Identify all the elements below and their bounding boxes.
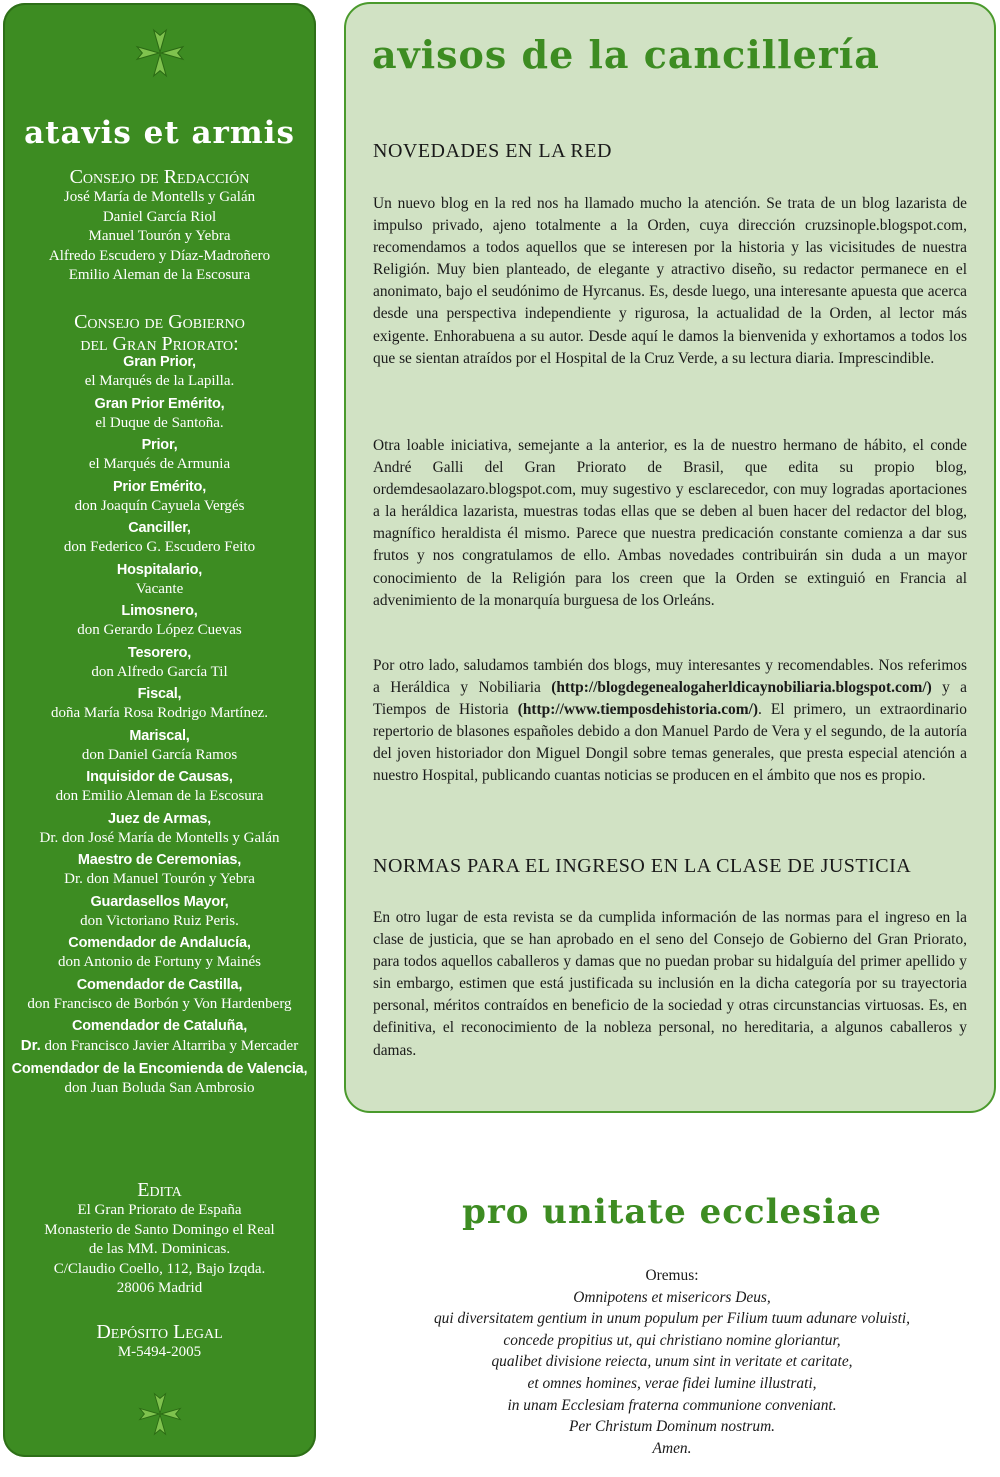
role-title: Comendador de Castilla, [76, 976, 243, 993]
role-holder [3, 1036, 316, 1057]
role-title: Guardasellos Mayor, [90, 893, 229, 910]
prayer-line: Amen. [652, 1439, 692, 1457]
role-holder-name: don Francisco Javier Altarriba y Mercader [40, 1038, 299, 1054]
cancilleria-panel [344, 2, 996, 1113]
paragraph-3 [373, 655, 967, 788]
paragraph-3-text: . El primero, un extraordinario repertorio de blasones españoles debido a don Manuel Pardo de Vera y el segundo, de la autoría del joven historiador don Miguel Dongil sobre temas generales, que presta especial atención a nuestro Hospital, publicando cuantas noticias se producen en el ámbito que nos es propio. [373, 701, 967, 785]
paragraph-4: En otro lugar de esta revista se da cumplida información de las normas para el ingreso en la clase de justicia, que se han aprobado en el seno del Consejo de Gobierno del Gran Priorato, para todos aquellos caballeros y damas que no puedan probar su hidalguía del primer apellido y sin embargo, estimen que está justificada su inclusión en la dicha categoría por su trayectoria personal, méritos contraídos en beneficio de la sociedad y otras circunstancias virtuosas. Es, en definitiva, el reconocimiento de la nobleza personal, no hereditaria, a algunos caballeros y damas. [373, 909, 967, 1059]
prayer-line: Omnipotens et misericors Deus, [573, 1288, 771, 1306]
prayer-line: qui diversitatem gentium in unum populum per Filium tuum adunare voluisti, [433, 1310, 911, 1328]
magazine-title: atavis et armis [24, 115, 295, 151]
prayer-intro: Oremus: [645, 1267, 699, 1284]
paragraph-2: Otra loable iniciativa, semejante a la anterior, es la de nuestro hermano de hábito, el conde André Galli del Gran Priorato de Brasil, que edita su propio blog, ordemdesaolazaro.blogspot.com, muy sugestivo y esclarecedor, con muy logradas aportaciones a la heráldica lazarista, muestras todas ellas que se deben al buen hacer del redactor del blog, magnífico heraldista él mismo. Parece que nuestra predicación constante comienza a dar sus frutos y nos congratulamos de ello. Ambas novedades contribuirán sin duda a un mayor conocimiento de la Religión para los creen que la Orden se extinguió en Francia al advenimiento de la monarquía burguesa de los Orleáns. [373, 437, 967, 609]
role-holder: don Emilio Aleman de la Escosura [55, 788, 264, 804]
role-holder: don Antonio de Fortuny y Mainés [58, 954, 261, 970]
role-holder: don Gerardo López Cuevas [77, 622, 242, 638]
role-holder-prefix: Dr. [20, 1037, 41, 1054]
prayer-line: et omnes homines, verae fidei lumine illustrati, [527, 1374, 817, 1392]
masthead-sidebar [3, 3, 316, 1457]
role-title: Fiscal, [137, 686, 182, 702]
edita-heading: Edita [137, 1179, 182, 1201]
prayer-line: qualibet divisione reiecta, unum sint in veritate et caritate, [491, 1353, 853, 1371]
role-holder: don Joaquín Cayuela Vergés [74, 497, 245, 514]
role-holder: Vacante [135, 580, 184, 597]
prayer-line: Per Christum Dominum nostrum. [568, 1418, 776, 1436]
deposito-heading: Depósito Legal [96, 1321, 223, 1343]
edita-line: Monasterio de Santo Domingo el Real [44, 1221, 275, 1238]
edita-line: de las MM. Dominicas. [88, 1241, 231, 1257]
green-cross-icon [137, 1391, 183, 1437]
edita-block [3, 1179, 316, 1299]
prayer-text [344, 1265, 1000, 1459]
redaccion-member: Emilio Aleman de la Escosura [68, 267, 251, 283]
deposito-legal-block [3, 1321, 316, 1363]
role-holder: Dr. don Manuel Tourón y Yebra [64, 871, 255, 887]
role-title: Canciller, [128, 520, 191, 536]
role-holder: el Marqués de la Lapilla. [84, 373, 235, 389]
panel-title: avisos de la cancillería [372, 32, 880, 77]
role-title: Juez de Armas, [107, 810, 212, 827]
redaccion-member: Alfredo Escudero y Díaz-Madroñero [48, 247, 271, 264]
role-holder: el Marqués de Armunia [88, 456, 231, 472]
role-title: Gran Prior Emérito, [94, 395, 225, 412]
redaccion-member: José María de Montells y Galán [63, 189, 256, 205]
role-holder: don Juan Boluda San Ambrosio [64, 1079, 255, 1096]
section-heading-normas: NORMAS PARA EL INGRESO EN LA CLASE DE JUSTICIA [373, 855, 912, 877]
role-title: Comendador de Andalucía, [68, 935, 251, 951]
gobierno-heading: Consejo de Gobierno [74, 311, 245, 333]
role-title: Mariscal, [129, 727, 190, 744]
section-heading-novedades: NOVEDADES EN LA RED [373, 140, 612, 162]
redaccion-member: Daniel García Riol [102, 208, 217, 225]
green-cross-icon [134, 27, 186, 79]
role-holder: el Duque de Santoña. [95, 414, 224, 431]
role-holder: don Daniel García Ramos [81, 746, 238, 763]
gobierno-heading-2: del Gran Priorato: [80, 333, 239, 355]
role-title: Comendador de la Encomienda de Valencia, [11, 1060, 308, 1077]
role-title: Limosnero, [121, 603, 198, 619]
role-title: Prior Emérito, [112, 478, 207, 495]
paragraph-1: Un nuevo blog en la red nos ha llamado mucho la atención. Se trata de un blog lazarista de impulso privado, ajeno totalmente a la Orden, cuya dirección cruzsinople.blogspot.com, recomendamos a todos aquellos que se interesen por la historia y las vicisitudes de nuestra Religión. Muy bien planteado, de elegante y atractivo diseño, su redactor permanece en el anonimato, bajo el seudónimo de Hyrcanus. Es, desde luego, una interesante apuesta que acerca desde una perspectiva independiente y rigurosa, la actualidad de la Orden, al lector más exigente. Enhorabuena a su autor. Desde aquí le damos la bienvenida y exhortamos a todos los que se sientan atraídos por el Hospital de la Cruz Verde, a su lectura diaria. Imprescindible. [373, 195, 967, 367]
redaccion-member: Manuel Tourón y Yebra [88, 228, 231, 244]
role-title: Hospitalario, [116, 561, 203, 578]
role-holder: don Victoriano Ruiz Peris. [80, 912, 239, 929]
role-title: Gran Prior, [123, 354, 196, 370]
paragraph-3-text: Por otro lado, saludamos también dos blogs, muy interesantes y recomendables. Nos referimos a Heráldica y Nobiliaria [373, 657, 967, 697]
consejo-redaccion [3, 166, 316, 286]
role-holder: don Francisco de Borbón y Von Hardenberg [27, 995, 292, 1012]
deposito-value: M-5494-2005 [117, 1344, 202, 1360]
role-title: Maestro de Ceremonias, [77, 852, 242, 868]
prayer-line: concede propitius ut, qui christiano nomine gloriantur, [503, 1331, 841, 1349]
paragraph-3-text: y a Tiempos de Historia [373, 679, 967, 719]
role-title: Tesorero, [127, 644, 192, 661]
link-tiempos-historia[interactable]: (http://www.tiemposdehistoria.com/) [517, 701, 758, 719]
role-title: Prior, [141, 437, 178, 453]
role-holder: don Federico G. Escudero Feito [63, 539, 256, 555]
role-holder: Dr. don José María de Montells y Galán [39, 829, 280, 846]
prayer-title: pro unitate ecclesiae [462, 1192, 882, 1232]
redaccion-heading: Consejo de Redacción [69, 166, 250, 188]
edita-line: El Gran Priorato de España [77, 1202, 242, 1218]
role-title: Inquisidor de Causas, [86, 769, 233, 785]
role-title: Comendador de Cataluña, [71, 1018, 248, 1034]
consejo-gobierno [3, 311, 316, 1098]
link-heraldica[interactable]: (http://blogdegenealogaherldicaynobiliaria.blogspot.com/) [551, 679, 932, 697]
role-holder: don Alfredo García Til [91, 663, 228, 680]
role-holder: doña María Rosa Rodrigo Martínez. [50, 705, 269, 721]
prayer-line: in unam Ecclesiam fraterna communione conveniant. [507, 1396, 837, 1414]
edita-line: 28006 Madrid [116, 1280, 203, 1296]
edita-line: C/Claudio Coello, 112, Bajo Izqda. [53, 1260, 266, 1277]
